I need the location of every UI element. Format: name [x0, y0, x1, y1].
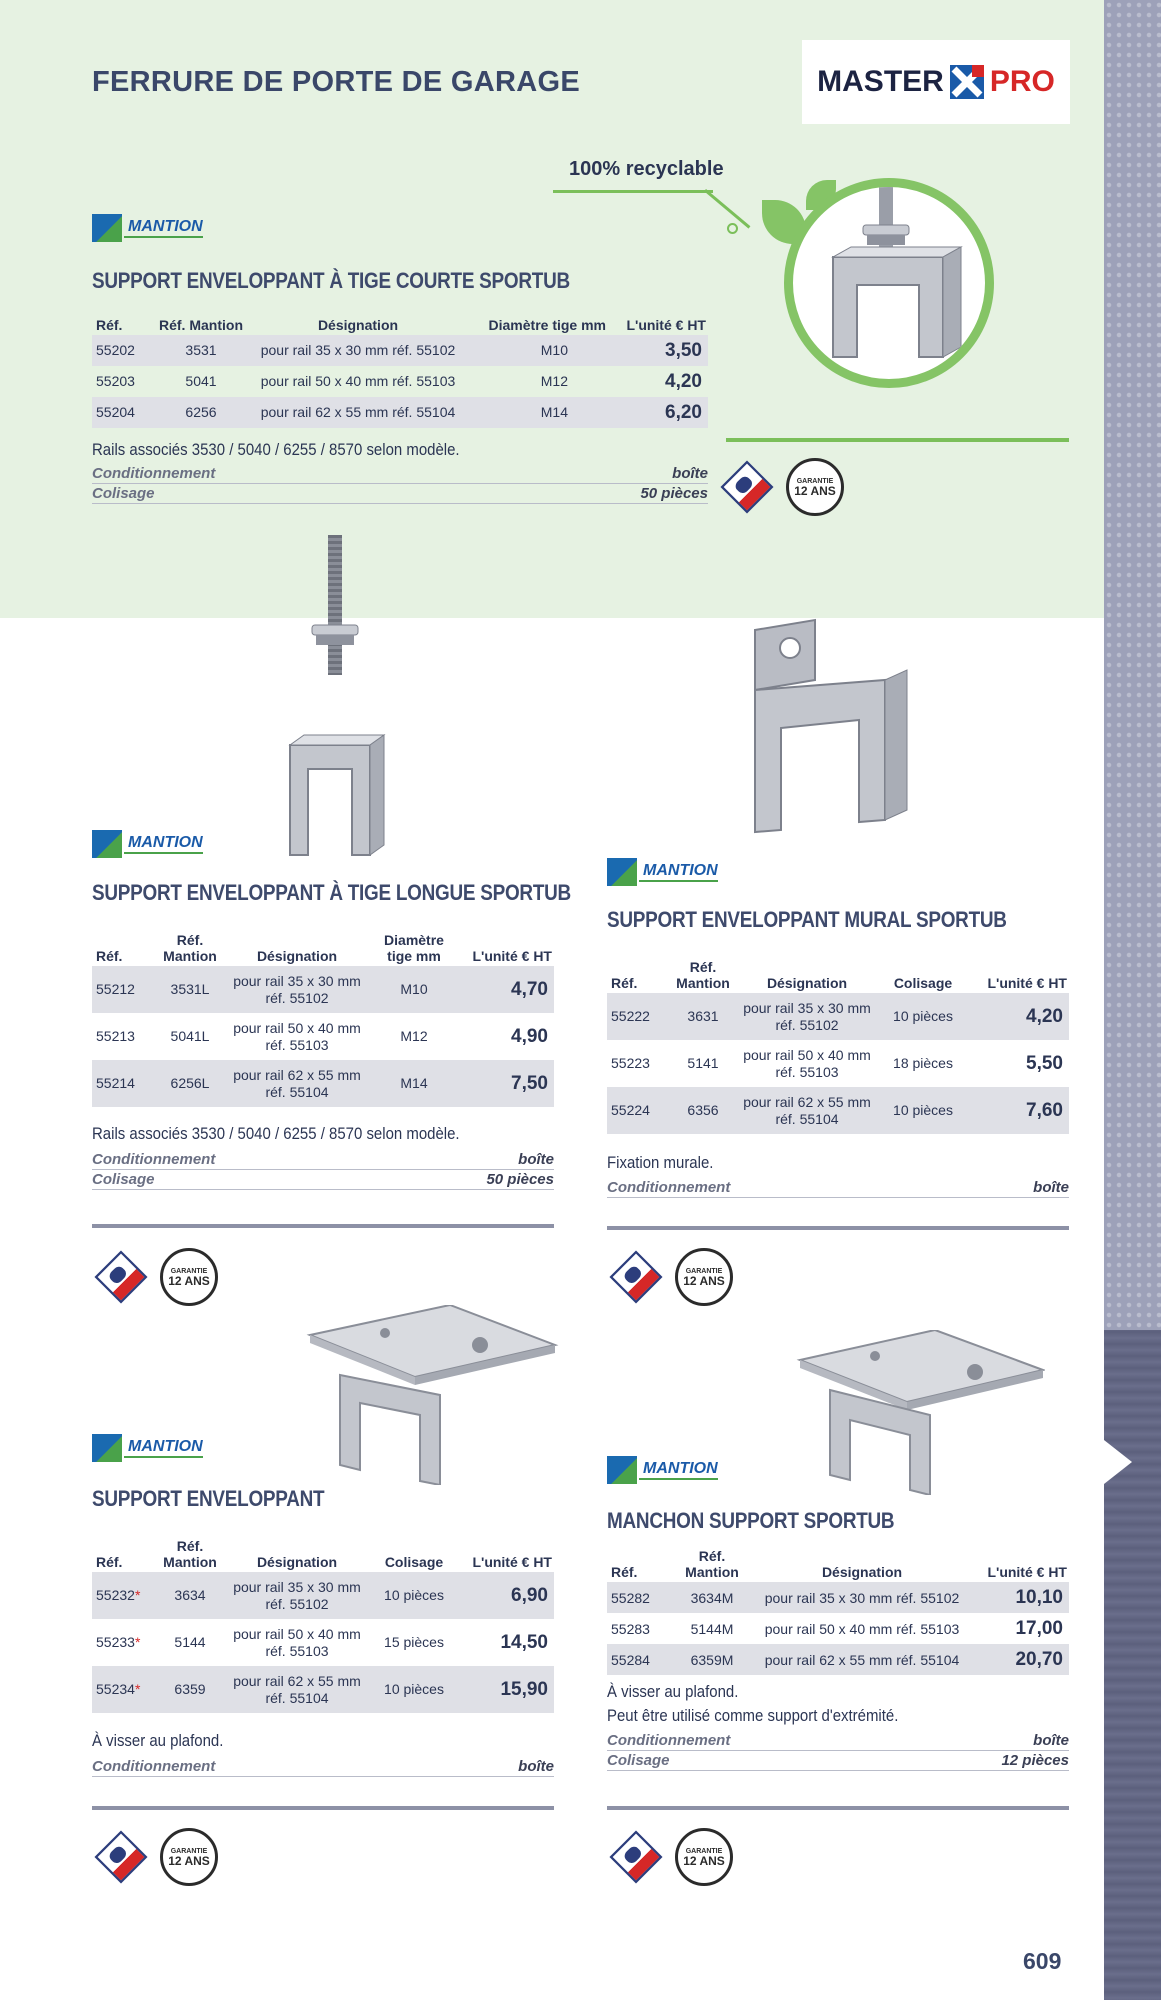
made-in-france-icon — [94, 1250, 147, 1303]
s2-r2-designation — [226, 1013, 368, 1060]
s4-r1-price: 6,90 — [460, 1572, 554, 1619]
s2-r1-mantion: 3531L — [154, 966, 226, 1013]
s3-r2-designation — [737, 1040, 877, 1087]
s2-table-wrap — [92, 920, 554, 1107]
s5-r2-ref: 55283 — [611, 1620, 650, 1637]
s1-r2-price: 4,20 — [665, 370, 702, 392]
s5-h-ref: Réf. — [611, 1564, 638, 1581]
s2-r1-d1: pour rail 35 x 30 mm — [233, 973, 361, 990]
recyclable-line — [553, 190, 713, 193]
s1-r2-diametre: M12 — [540, 373, 568, 390]
s1-cond-label: Conditionnement — [92, 465, 216, 482]
mantion-logo-icon — [607, 858, 637, 886]
s4-r2-d2: réf. 55103 — [265, 1642, 329, 1659]
mantion-logo-s5 — [607, 1456, 718, 1484]
made-in-france-icon — [720, 460, 773, 513]
table-row — [607, 993, 1069, 1040]
s5-cond-label: Conditionnement — [607, 1732, 731, 1749]
s4-h-mantion-2: Mantion — [163, 1553, 217, 1570]
s5-title: MANCHON SUPPORT SPORTUB — [607, 1508, 895, 1533]
s2-r3-diametre: M14 — [368, 1060, 460, 1107]
side-decor-band — [1104, 0, 1161, 2000]
s1-h-designation: Désignation — [317, 316, 399, 333]
table-row — [607, 1644, 1069, 1675]
s1-col-value: 50 pièces — [640, 485, 708, 502]
s2-h-mantion — [154, 920, 226, 966]
made-in-france-icon — [94, 1830, 147, 1883]
s3-r2-d1: pour rail 50 x 40 mm — [743, 1047, 871, 1064]
guarantee-top: GARANTIE — [170, 1267, 208, 1275]
s4-r2-mantion: 5144 — [174, 1634, 206, 1651]
s3-r2-price: 5,50 — [1026, 1052, 1063, 1074]
s2-r2-d1: pour rail 50 x 40 mm — [233, 1020, 361, 1037]
s1-r1-diametre: M10 — [468, 335, 608, 366]
mantion-logo-icon — [92, 1434, 122, 1462]
guarantee-top: GARANTIE — [796, 477, 834, 485]
s4-h-ref: Réf. — [96, 1553, 123, 1570]
s5-r2-mantion: 5144M — [690, 1620, 734, 1637]
s4-r2-star: * — [134, 1634, 141, 1651]
s3-table — [607, 947, 1069, 1134]
s5-r1-designation: pour rail 35 x 30 mm réf. 55102 — [755, 1582, 969, 1613]
s2-r2-mantion: 5041L — [170, 1028, 210, 1045]
guarantee-12-icon — [160, 1248, 218, 1306]
table-row — [92, 1572, 554, 1619]
s5-badges — [611, 1828, 733, 1886]
logo-x-icon — [950, 65, 984, 99]
s5-r2-designation: pour rail 50 x 40 mm réf. 55103 — [764, 1620, 960, 1637]
s2-r2-price: 4,90 — [511, 1025, 548, 1047]
recyclable-dot — [727, 223, 738, 234]
s2-title: SUPPORT ENVELOPPANT À TIGE LONGUE SPORTUB — [92, 880, 571, 905]
s3-h-ref: Réf. — [611, 974, 638, 991]
s4-r2-price: 14,50 — [500, 1631, 548, 1653]
s3-r2-mantion: 5141 — [687, 1055, 719, 1072]
s4-r1-ref — [92, 1572, 154, 1619]
s1-r1-mantion: 3531 — [154, 335, 248, 366]
guarantee-bottom: 12 ANS — [168, 1273, 210, 1288]
s3-r1-mantion: 3631 — [669, 993, 737, 1040]
s4-h-mantion-1: Réf. — [176, 1537, 204, 1554]
s1-h-diametre: Diamètre tige mm — [488, 316, 606, 333]
s2-r3-ref: 55214 — [92, 1060, 154, 1107]
s2-r2-d2: réf. 55103 — [265, 1036, 329, 1053]
s4-r3-d2: réf. 55104 — [265, 1689, 329, 1706]
s5-separator — [607, 1806, 1069, 1810]
s4-r3-designation — [226, 1666, 368, 1713]
s5-r3-ref: 55284 — [607, 1644, 669, 1675]
s2-h-mantion-1: Réf. — [176, 931, 204, 948]
s2-separator — [92, 1224, 554, 1228]
s2-h-dia-1: Diamètre — [384, 931, 444, 948]
s3-r3-colisage: 10 pièces — [877, 1087, 969, 1134]
s2-r3-d2: réf. 55104 — [265, 1083, 329, 1100]
mantion-logo-text: MANTION — [639, 862, 718, 882]
s5-h-designation: Désignation — [821, 1564, 903, 1581]
s4-cond-value: boîte — [518, 1758, 554, 1775]
s4-r1-mantion: 3634 — [154, 1572, 226, 1619]
mantion-logo-icon — [607, 1456, 637, 1484]
s3-r1-ref: 55222 — [607, 993, 669, 1040]
s5-cond-value: boîte — [1033, 1732, 1069, 1749]
mantion-logo-icon — [92, 214, 122, 242]
s1-r2-designation: pour rail 50 x 40 mm réf. 55103 — [260, 373, 456, 390]
short-rod-bracket-image — [793, 187, 985, 379]
s1-r2-mantion: 5041 — [185, 373, 217, 390]
s4-r3-ref — [92, 1666, 154, 1713]
s4-r1-d2: réf. 55102 — [265, 1595, 329, 1612]
s2-r1-d2: réf. 55102 — [265, 989, 329, 1006]
s5-h-ref-mantion: Réf. Mantion — [685, 1548, 739, 1581]
s2-r1-price: 4,70 — [460, 966, 554, 1013]
logo-master-text: MASTER — [817, 65, 944, 98]
s3-r3-ref: 55224 — [607, 1087, 669, 1134]
s3-r1-colisage: 10 pièces — [877, 993, 969, 1040]
s1-title: SUPPORT ENVELOPPANT À TIGE COURTE SPORTUB — [92, 268, 570, 293]
s5-r3-price: 20,70 — [969, 1644, 1069, 1675]
s1-r3-designation: pour rail 62 x 55 mm réf. 55104 — [248, 397, 468, 428]
s3-r3-d2: réf. 55104 — [775, 1110, 839, 1127]
s4-r2-ref — [92, 1619, 154, 1666]
s2-cond-label: Conditionnement — [92, 1151, 216, 1168]
s5-table — [607, 1546, 1069, 1675]
s3-title: SUPPORT ENVELOPPANT MURAL SPORTUB — [607, 907, 1007, 932]
s3-r1-d2: réf. 55102 — [775, 1016, 839, 1033]
s3-h-mantion — [669, 947, 737, 993]
mantion-logo-s1 — [92, 214, 203, 242]
guarantee-bottom: 12 ANS — [168, 1853, 210, 1868]
guarantee-12-icon — [675, 1828, 733, 1886]
guarantee-bottom: 12 ANS — [683, 1853, 725, 1868]
s2-r2-ref: 55213 — [96, 1028, 135, 1045]
s1-r1-designation: pour rail 35 x 30 mm réf. 55102 — [248, 335, 468, 366]
s5-col-value: 12 pièces — [1001, 1752, 1069, 1769]
s4-title: SUPPORT ENVELOPPANT — [92, 1486, 325, 1511]
s5-h-price: L'unité € HT — [987, 1564, 1067, 1581]
s2-r3-price: 7,50 — [460, 1060, 554, 1107]
s4-h-designation: Désignation — [256, 1553, 338, 1570]
s5-table-wrap — [607, 1546, 1069, 1675]
s4-r3-mantion: 6359 — [154, 1666, 226, 1713]
s2-h-price: L'unité € HT — [472, 947, 552, 964]
s2-h-dia-2: tige mm — [387, 947, 441, 964]
table-row — [92, 966, 554, 1013]
s2-r1-designation — [226, 966, 368, 1013]
s2-r2-diametre: M12 — [400, 1028, 428, 1045]
s4-r3-star: * — [134, 1681, 141, 1698]
s4-r1-colisage: 10 pièces — [368, 1572, 460, 1619]
ceiling-bracket-image — [300, 1305, 560, 1485]
s4-r3-d1: pour rail 62 x 55 mm — [233, 1673, 361, 1690]
s3-h-price: L'unité € HT — [987, 974, 1067, 991]
s1-r3-diametre: M14 — [468, 397, 608, 428]
s4-badges — [96, 1828, 218, 1886]
mantion-logo-icon — [92, 830, 122, 858]
guarantee-bottom: 12 ANS — [683, 1273, 725, 1288]
s5-r1-price: 10,10 — [969, 1582, 1069, 1613]
s3-r3-mantion: 6356 — [669, 1087, 737, 1134]
s5-r2-price: 17,00 — [1015, 1617, 1063, 1639]
s1-specs — [92, 464, 708, 504]
s4-table — [92, 1526, 554, 1713]
s1-note: Rails associés 3530 / 5040 / 6255 / 8570 selon modèle. — [92, 440, 460, 459]
table-row — [92, 1060, 554, 1107]
mantion-logo-text: MANTION — [639, 1460, 718, 1480]
s1-r1-ref: 55202 — [92, 335, 154, 366]
table-row — [92, 1619, 554, 1666]
s3-r1-d1: pour rail 35 x 30 mm — [743, 1000, 871, 1017]
table-row — [92, 1666, 554, 1713]
mantion-logo-text: MANTION — [124, 834, 203, 854]
table-row — [607, 1582, 1069, 1613]
s4-r3-price: 15,90 — [460, 1666, 554, 1713]
s4-r1-designation — [226, 1572, 368, 1619]
s2-cond-value: boîte — [518, 1151, 554, 1168]
s2-note: Rails associés 3530 / 5040 / 6255 / 8570 selon modèle. — [92, 1124, 460, 1143]
guarantee-top: GARANTIE — [170, 1847, 208, 1855]
s1-col-label: Colisage — [92, 485, 155, 502]
mantion-logo-s2 — [92, 830, 203, 858]
s2-specs — [92, 1150, 554, 1190]
made-in-france-icon — [609, 1830, 662, 1883]
s4-h-price: L'unité € HT — [472, 1553, 552, 1570]
s2-r3-d1: pour rail 62 x 55 mm — [233, 1067, 361, 1084]
s3-h-designation: Désignation — [766, 974, 848, 991]
guarantee-top: GARANTIE — [685, 1267, 723, 1275]
sleeve-bracket-image — [795, 1330, 1045, 1495]
s2-table — [92, 920, 554, 1107]
s2-h-ref: Réf. — [96, 947, 123, 964]
guarantee-top: GARANTIE — [685, 1847, 723, 1855]
masterpro-logo — [802, 40, 1070, 124]
long-rod-bracket-image — [280, 535, 390, 865]
table-row — [607, 1613, 1069, 1644]
s5-r3-designation: pour rail 62 x 55 mm réf. 55104 — [755, 1644, 969, 1675]
featured-product-circle — [784, 178, 994, 388]
s4-r1-d1: pour rail 35 x 30 mm — [233, 1579, 361, 1596]
s2-r1-diametre: M10 — [368, 966, 460, 1013]
table-row — [92, 366, 708, 397]
s1-h-ref-mantion: Réf. Mantion — [159, 316, 243, 333]
s3-table-wrap — [607, 947, 1069, 1134]
s1-table-wrap — [92, 305, 708, 428]
s5-note-1: À visser au plafond. — [607, 1682, 739, 1701]
s1-h-price: L'unité € HT — [626, 316, 706, 333]
made-in-france-icon — [609, 1250, 662, 1303]
s4-r1-star: * — [134, 1587, 141, 1604]
s3-r1-price: 4,20 — [969, 993, 1069, 1040]
s3-separator — [607, 1226, 1069, 1230]
s3-h-colisage: Colisage — [893, 974, 953, 991]
s4-specs — [92, 1757, 554, 1777]
guarantee-bottom: 12 ANS — [794, 483, 836, 498]
s4-cond-label: Conditionnement — [92, 1758, 216, 1775]
s5-r1-ref: 55282 — [607, 1582, 669, 1613]
s4-table-wrap — [92, 1526, 554, 1713]
logo-pro-text: PRO — [989, 65, 1055, 98]
s3-h-mantion-2: Mantion — [676, 974, 730, 991]
s1-r3-price: 6,20 — [608, 397, 708, 428]
s3-r3-d1: pour rail 62 x 55 mm — [743, 1094, 871, 1111]
s4-r1-ref-text: 55232 — [96, 1587, 135, 1604]
s3-h-mantion-1: Réf. — [689, 958, 717, 975]
guarantee-12-icon — [786, 458, 844, 516]
guarantee-12-icon — [675, 1248, 733, 1306]
featured-green-rule — [726, 438, 1069, 442]
s1-h-ref: Réf. — [96, 316, 123, 333]
page-number: 609 — [1023, 1948, 1062, 1974]
s1-r3-ref: 55204 — [92, 397, 154, 428]
s3-cond-value: boîte — [1033, 1179, 1069, 1196]
mantion-logo-s3 — [607, 858, 718, 886]
table-row — [607, 1087, 1069, 1134]
guarantee-12-icon — [160, 1828, 218, 1886]
s5-note-2: Peut être utilisé comme support d'extrémité. — [607, 1706, 899, 1725]
s4-r3-ref-text: 55234 — [96, 1681, 135, 1698]
s5-col-label: Colisage — [607, 1752, 670, 1769]
s2-r3-mantion: 6256L — [154, 1060, 226, 1107]
s2-h-diametre — [368, 920, 460, 966]
s4-r2-colisage: 15 pièces — [384, 1634, 444, 1651]
s5-specs — [607, 1731, 1069, 1771]
table-row — [607, 1040, 1069, 1087]
wall-bracket-image — [735, 610, 915, 835]
s4-h-colisage: Colisage — [384, 1553, 444, 1570]
s2-h-mantion-2: Mantion — [163, 947, 217, 964]
table-row — [92, 1013, 554, 1060]
side-notch — [1104, 1440, 1132, 1484]
s1-r1-price: 3,50 — [608, 335, 708, 366]
table-row — [92, 397, 708, 428]
s3-r1-designation — [737, 993, 877, 1040]
s3-note: Fixation murale. — [607, 1153, 714, 1172]
s4-r2-ref-text: 55233 — [96, 1634, 135, 1651]
s3-cond-label: Conditionnement — [607, 1179, 731, 1196]
s4-h-mantion — [154, 1526, 226, 1572]
s1-cond-value: boîte — [672, 465, 708, 482]
s1-r3-mantion: 6256 — [154, 397, 248, 428]
s4-r2-designation — [226, 1619, 368, 1666]
s5-r3-mantion: 6359M — [669, 1644, 755, 1675]
page-title: FERRURE DE PORTE DE GARAGE — [92, 66, 580, 98]
s5-r1-mantion: 3634M — [669, 1582, 755, 1613]
s4-r3-colisage: 10 pièces — [368, 1666, 460, 1713]
s2-h-designation: Désignation — [256, 947, 338, 964]
table-row — [92, 335, 708, 366]
s2-badges — [96, 1248, 218, 1306]
s1-r2-ref: 55203 — [96, 373, 135, 390]
s3-r2-colisage: 18 pièces — [893, 1055, 953, 1072]
s4-r2-d1: pour rail 50 x 40 mm — [233, 1626, 361, 1643]
s2-r1-ref: 55212 — [92, 966, 154, 1013]
s3-specs — [607, 1178, 1069, 1198]
mantion-logo-text: MANTION — [124, 218, 203, 238]
s4-separator — [92, 1806, 554, 1810]
s2-col-label: Colisage — [92, 1171, 155, 1188]
s2-r3-designation — [226, 1060, 368, 1107]
s4-note: À visser au plafond. — [92, 1731, 224, 1750]
s3-r3-designation — [737, 1087, 877, 1134]
recyclable-label: 100% recyclable — [569, 158, 724, 180]
s1-badges — [722, 458, 844, 516]
s3-r2-ref: 55223 — [611, 1055, 650, 1072]
mantion-logo-s4 — [92, 1434, 203, 1462]
s3-r3-price: 7,60 — [969, 1087, 1069, 1134]
s2-col-value: 50 pièces — [486, 1171, 554, 1188]
mantion-logo-text: MANTION — [124, 1438, 203, 1458]
s3-r2-d2: réf. 55103 — [775, 1063, 839, 1080]
s3-badges — [611, 1248, 733, 1306]
s1-table — [92, 305, 708, 428]
